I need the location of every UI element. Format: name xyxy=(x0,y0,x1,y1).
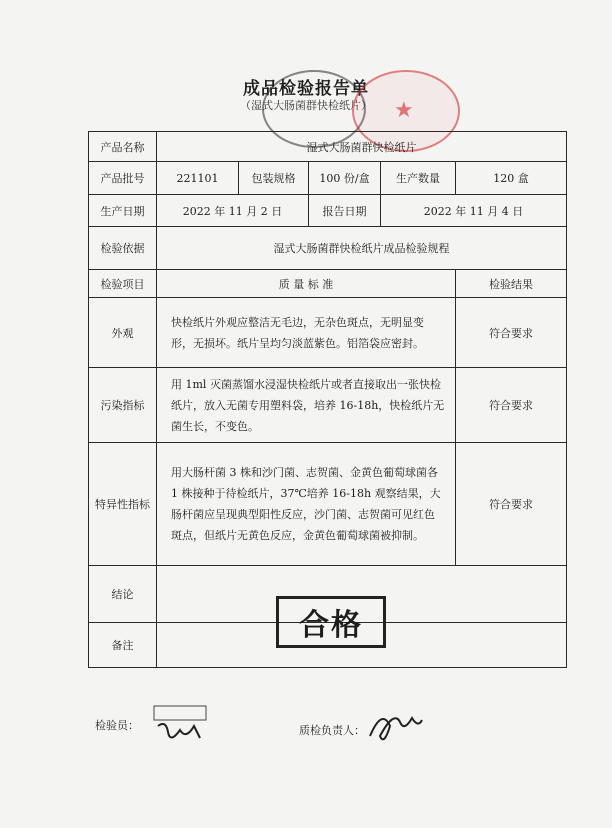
row-basis xyxy=(89,227,567,270)
report-date-value: 2022 年 11 月 4 日 xyxy=(381,195,567,227)
inspection-table xyxy=(88,131,567,668)
product-name-value: 湿式大肠菌群快检纸片 xyxy=(157,132,567,162)
inspector-signature xyxy=(150,702,212,744)
basis-value: 湿式大肠菌群快检纸片成品检验规程 xyxy=(157,227,567,270)
appearance-standard: 快检纸片外观应整洁无毛边，无杂色斑点，无明显变形，无损坏。纸片呈均匀淡蓝紫色。铝箔袋应密封。 xyxy=(157,298,456,368)
basis-label: 检验依据 xyxy=(89,227,157,270)
appearance-label: 外观 xyxy=(89,298,157,368)
pack-value: 100 份/盒 xyxy=(309,162,381,195)
contamination-standard: 用 1ml 灭菌蒸馏水浸湿快检纸片或者直接取出一张快检纸片，放入无菌专用塑料袋，培养 16-18h，快检纸片无菌生长，不变色。 xyxy=(157,368,456,443)
row-appearance xyxy=(89,298,567,368)
qty-label: 生产数量 xyxy=(381,162,456,195)
inspector-label: 检验员： xyxy=(95,719,139,732)
seal-star-icon: ★ xyxy=(394,98,414,123)
conclusion-label: 结论 xyxy=(89,566,157,623)
contamination-label: 污染指标 xyxy=(89,368,157,443)
qc-signature xyxy=(364,704,434,750)
specificity-result: 符合要求 xyxy=(456,443,567,566)
row-specificity xyxy=(89,443,567,566)
row-contamination xyxy=(89,368,567,443)
row-product-name xyxy=(89,132,567,162)
report-subtitle: （湿式大肠菌群快检纸片） xyxy=(240,99,372,112)
qc-label: 质检负责人： xyxy=(299,724,365,737)
row-headers xyxy=(89,270,567,298)
pass-stamp: 合格 xyxy=(276,596,386,648)
report-title: 成品检验报告单 xyxy=(243,79,369,99)
qty-value: 120 盒 xyxy=(456,162,567,195)
item-header: 检验项目 xyxy=(89,270,157,298)
specificity-standard: 用大肠杆菌 3 株和沙门菌、志贺菌、金黄色葡萄球菌各 1 株接种于待检纸片，37℃培养 16-18h 观察结果，大肠杆菌应呈现典型阳性反应，沙门菌、志贺菌可见红色斑点，但纸片无黄色反应，金黄色葡萄球菌被抑制。 xyxy=(157,443,456,566)
report-date-label: 报告日期 xyxy=(309,195,381,227)
specificity-label: 特异性指标 xyxy=(89,443,157,566)
product-name-label: 产品名称 xyxy=(89,132,157,162)
appearance-result: 符合要求 xyxy=(456,298,567,368)
contamination-result: 符合要求 xyxy=(456,368,567,443)
batch-value: 221101 xyxy=(157,162,239,195)
standard-header: 质 量 标 准 xyxy=(157,270,456,298)
prod-date-value: 2022 年 11 月 2 日 xyxy=(157,195,309,227)
prod-date-label: 生产日期 xyxy=(89,195,157,227)
result-header: 检验结果 xyxy=(456,270,567,298)
remark-label: 备注 xyxy=(89,623,157,668)
row-dates xyxy=(89,195,567,227)
row-batch xyxy=(89,162,567,195)
batch-label: 产品批号 xyxy=(89,162,157,195)
pack-label: 包装规格 xyxy=(239,162,309,195)
